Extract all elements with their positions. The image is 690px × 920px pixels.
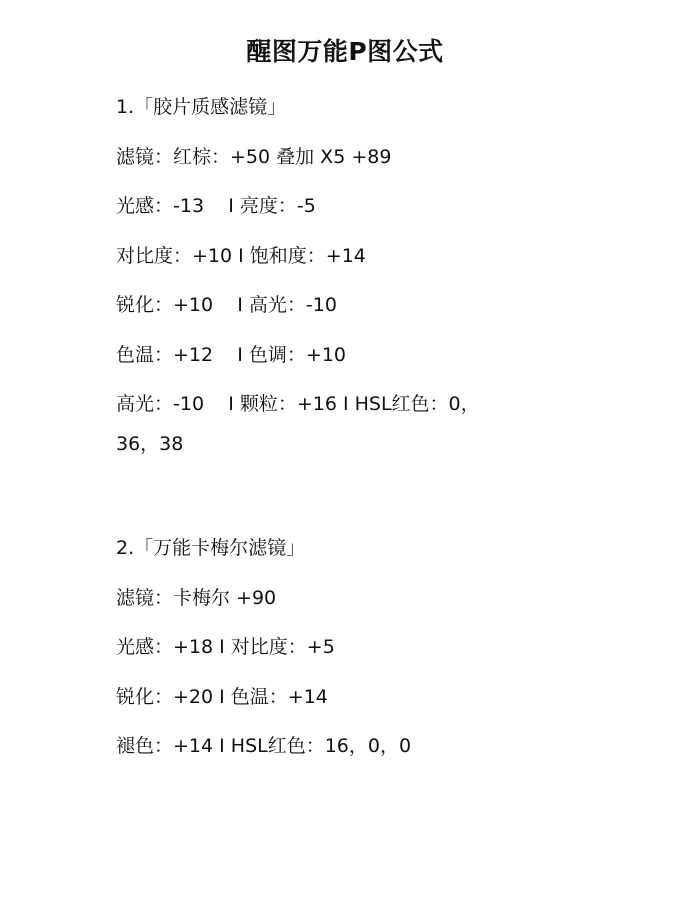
- section-heading: 2.「万能卡梅尔滤镜」: [116, 537, 306, 559]
- section-heading: 1.「胶片质感滤镜」: [116, 96, 287, 118]
- section-camel-filter: [116, 532, 556, 780]
- text-line-highlight-grain-hsl: 高光：-10 I 颗粒：+16 I HSL红色：0，: [116, 393, 480, 415]
- text-line-exposure-contrast: 光感：+18 I 对比度：+5: [116, 636, 335, 658]
- text-line-fade-hsl: 褪色：+14 I HSL红色：16，0，0: [116, 735, 412, 757]
- text-line-filter: 滤镜：卡梅尔 +90: [116, 586, 277, 609]
- text-line-sharpen-highlight: 锐化：+10 I 高光：-10: [116, 294, 337, 316]
- page-title: 醒图万能P图公式: [246, 37, 444, 66]
- text-line-hsl-continued: 36，38: [116, 433, 184, 455]
- text-line-exposure-brightness: 光感：-13 I 亮度：-5: [116, 195, 316, 217]
- text-line-temperature-tint: 色温：+12 I 色调：+10: [116, 343, 346, 366]
- section-film-filter: [116, 91, 556, 478]
- text-line-filter: 滤镜：红棕：+50 叠加 X5 +89: [116, 145, 392, 168]
- text-line-sharpen-temperature: 锐化：+20 I 色温：+14: [116, 685, 328, 708]
- text-line-contrast-saturation: 对比度：+10 I 饱和度：+14: [116, 244, 366, 267]
